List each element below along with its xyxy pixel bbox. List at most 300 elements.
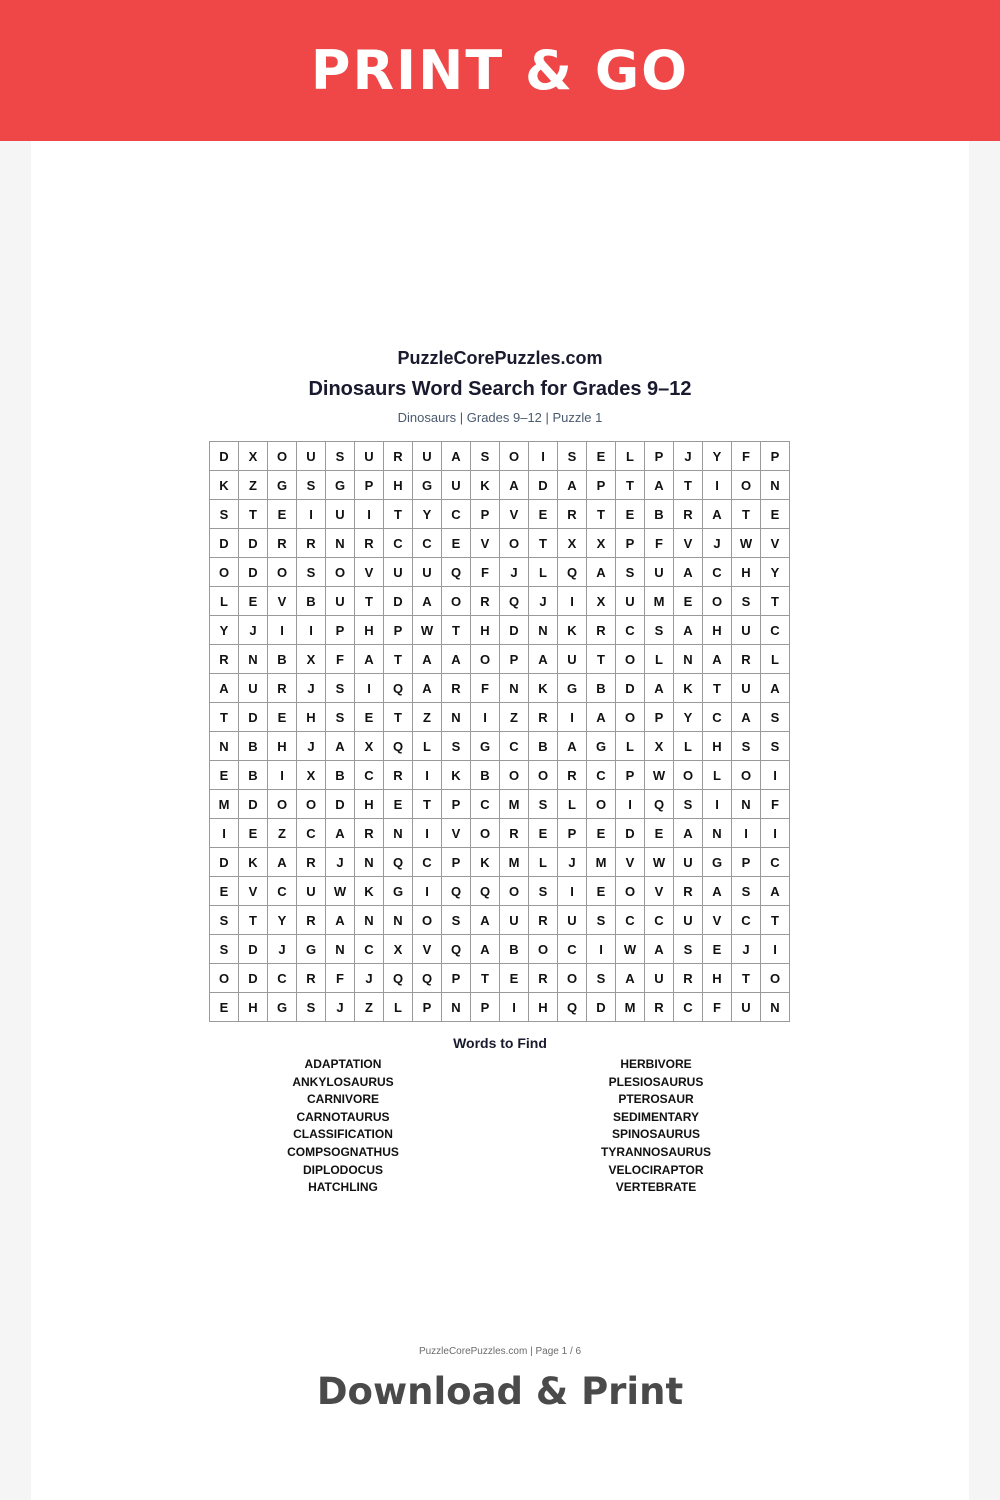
grid-cell: T (355, 587, 384, 616)
grid-cell: D (210, 529, 239, 558)
grid-cell: F (326, 964, 355, 993)
grid-cell: R (471, 587, 500, 616)
grid-cell: D (616, 674, 645, 703)
grid-cell: N (761, 993, 790, 1022)
grid-cell: S (674, 935, 703, 964)
grid-cell: A (471, 906, 500, 935)
grid-cell: P (471, 993, 500, 1022)
grid-cell: F (326, 645, 355, 674)
grid-cell: Y (761, 558, 790, 587)
grid-cell: S (587, 906, 616, 935)
grid-cell: S (471, 442, 500, 471)
grid-cell: S (442, 906, 471, 935)
word-item: SEDIMENTARY (612, 1109, 699, 1124)
grid-cell: S (210, 906, 239, 935)
grid-cell: E (210, 993, 239, 1022)
grid-cell: N (210, 732, 239, 761)
grid-cell: I (413, 819, 442, 848)
banner-title: PRINT & GO (310, 38, 690, 102)
grid-cell: I (761, 819, 790, 848)
grid-cell: L (384, 993, 413, 1022)
grid-cell: V (500, 500, 529, 529)
grid-cell: M (210, 790, 239, 819)
grid-cell: I (703, 790, 732, 819)
grid-cell: E (587, 877, 616, 906)
word-list-right (536, 1056, 776, 1197)
grid-cell: N (384, 906, 413, 935)
grid-cell: P (442, 790, 471, 819)
grid-cell: F (732, 442, 761, 471)
grid-cell: R (355, 819, 384, 848)
grid-cell: J (703, 529, 732, 558)
grid-cell: W (645, 848, 674, 877)
grid-cell: S (616, 558, 645, 587)
grid-cell: R (674, 964, 703, 993)
grid-cell: S (529, 790, 558, 819)
grid-cell: A (355, 645, 384, 674)
grid-cell: D (616, 819, 645, 848)
grid-cell: E (384, 790, 413, 819)
grid-cell: Z (500, 703, 529, 732)
grid-cell: B (587, 674, 616, 703)
grid-cell: A (500, 471, 529, 500)
grid-cell: C (674, 993, 703, 1022)
grid-cell: C (761, 616, 790, 645)
grid-cell: Q (442, 935, 471, 964)
grid-cell: K (239, 848, 268, 877)
grid-cell: O (500, 529, 529, 558)
grid-cell: S (761, 732, 790, 761)
grid-cell: O (761, 964, 790, 993)
grid-cell: N (239, 645, 268, 674)
grid-cell: E (355, 703, 384, 732)
download-print-label[interactable]: Download & Print (316, 1370, 684, 1413)
grid-cell: U (558, 645, 587, 674)
grid-cell: P (471, 500, 500, 529)
grid-cell: G (587, 732, 616, 761)
grid-cell: D (239, 964, 268, 993)
top-banner (0, 0, 1000, 141)
grid-cell: U (297, 442, 326, 471)
word-item: PLESIOSAURUS (608, 1074, 704, 1089)
grid-cell: Q (413, 964, 442, 993)
grid-cell: A (326, 906, 355, 935)
grid-cell: E (268, 500, 297, 529)
grid-cell: S (442, 732, 471, 761)
grid-cell: R (384, 761, 413, 790)
grid-cell: D (239, 703, 268, 732)
grid-cell: L (761, 645, 790, 674)
grid-cell: S (732, 877, 761, 906)
grid-cell: T (239, 500, 268, 529)
grid-cell: O (732, 471, 761, 500)
grid-cell: V (616, 848, 645, 877)
grid-cell: D (529, 471, 558, 500)
grid-cell: R (268, 529, 297, 558)
grid-cell: Z (355, 993, 384, 1022)
grid-cell: T (384, 645, 413, 674)
grid-cell: S (210, 935, 239, 964)
word-item: ADAPTATION (304, 1057, 382, 1071)
grid-cell: S (326, 442, 355, 471)
grid-cell: V (761, 529, 790, 558)
grid-cell: X (355, 732, 384, 761)
grid-cell: C (616, 906, 645, 935)
grid-cell: T (616, 471, 645, 500)
grid-cell: L (674, 732, 703, 761)
grid-cell: Z (239, 471, 268, 500)
grid-cell: A (326, 819, 355, 848)
grid-cell: I (558, 587, 587, 616)
grid-cell: O (529, 935, 558, 964)
word-item: HATCHLING (308, 1180, 378, 1195)
grid-cell: K (558, 616, 587, 645)
grid-cell: F (471, 674, 500, 703)
grid-cell: C (558, 935, 587, 964)
grid-cell: L (210, 587, 239, 616)
word-item: DIPLODOCUS (302, 1162, 383, 1177)
puzzle-subtitle: Dinosaurs | Grades 9–12 | Puzzle 1 (397, 410, 603, 425)
grid-cell: T (471, 964, 500, 993)
grid-cell: W (732, 529, 761, 558)
grid-cell: A (703, 645, 732, 674)
grid-cell: B (297, 587, 326, 616)
grid-cell: F (645, 529, 674, 558)
grid-cell: U (674, 906, 703, 935)
grid-cell: A (703, 500, 732, 529)
grid-cell: M (616, 993, 645, 1022)
grid-cell: P (558, 819, 587, 848)
grid-cell: E (239, 587, 268, 616)
grid-cell: Z (413, 703, 442, 732)
grid-cell: O (616, 645, 645, 674)
grid-cell: O (326, 558, 355, 587)
grid-cell: S (326, 703, 355, 732)
grid-cell: U (558, 906, 587, 935)
grid-cell: U (442, 471, 471, 500)
grid-cell: A (442, 645, 471, 674)
grid-cell: T (239, 906, 268, 935)
grid-cell: C (761, 848, 790, 877)
grid-cell: V (471, 529, 500, 558)
grid-cell: D (326, 790, 355, 819)
grid-cell: N (732, 790, 761, 819)
grid-cell: S (326, 674, 355, 703)
grid-cell: H (471, 616, 500, 645)
grid-cell: J (268, 935, 297, 964)
grid-cell: K (529, 674, 558, 703)
grid-cell: U (500, 906, 529, 935)
grid-cell: N (442, 993, 471, 1022)
grid-cell: S (558, 442, 587, 471)
grid-cell: L (558, 790, 587, 819)
grid-cell: A (645, 674, 674, 703)
grid-cell: P (587, 471, 616, 500)
grid-cell: T (529, 529, 558, 558)
grid-cell: Q (558, 993, 587, 1022)
grid-cell: Q (442, 558, 471, 587)
grid-cell: I (761, 935, 790, 964)
grid-cell: W (326, 877, 355, 906)
grid-cell: A (413, 587, 442, 616)
grid-cell: B (529, 732, 558, 761)
grid-cell: C (355, 761, 384, 790)
grid-cell: I (500, 993, 529, 1022)
grid-cell: I (413, 761, 442, 790)
grid-cell: X (239, 442, 268, 471)
grid-cell: T (384, 500, 413, 529)
grid-cell: L (616, 732, 645, 761)
grid-cell: D (239, 790, 268, 819)
grid-cell: M (587, 848, 616, 877)
site-name: PuzzleCorePuzzles.com (397, 348, 603, 368)
grid-cell: P (442, 964, 471, 993)
grid-cell: Y (210, 616, 239, 645)
grid-cell: S (674, 790, 703, 819)
grid-cell: Y (268, 906, 297, 935)
grid-cell: H (703, 616, 732, 645)
grid-cell: I (413, 877, 442, 906)
grid-cell: N (326, 935, 355, 964)
grid-cell: R (500, 819, 529, 848)
grid-cell: Q (471, 877, 500, 906)
grid-cell: H (355, 790, 384, 819)
grid-cell: C (384, 529, 413, 558)
grid-cell: S (732, 587, 761, 616)
grid-cell: H (355, 616, 384, 645)
word-list-left (223, 1056, 463, 1197)
grid-cell: E (500, 964, 529, 993)
grid-cell: R (674, 877, 703, 906)
grid-cell: I (355, 674, 384, 703)
grid-cell: U (732, 993, 761, 1022)
grid-cell: A (674, 558, 703, 587)
grid-cell: O (703, 587, 732, 616)
grid-cell: I (471, 703, 500, 732)
grid-cell: Y (413, 500, 442, 529)
grid-cell: O (732, 761, 761, 790)
grid-cell: Q (384, 848, 413, 877)
grid-cell: A (529, 645, 558, 674)
grid-cell: G (268, 993, 297, 1022)
grid-cell: N (703, 819, 732, 848)
grid-cell: A (761, 674, 790, 703)
grid-cell: C (268, 877, 297, 906)
grid-cell: O (500, 761, 529, 790)
grid-cell: F (471, 558, 500, 587)
grid-cell: G (326, 471, 355, 500)
page-footer: PuzzleCorePuzzles.com | Page 1 / 6 (418, 1346, 582, 1357)
grid-cell: E (210, 877, 239, 906)
grid-cell: N (326, 529, 355, 558)
grid-cell: H (239, 993, 268, 1022)
word-item: TYRANNOSAURUS (600, 1144, 711, 1159)
grid-cell: I (558, 877, 587, 906)
grid-cell: O (297, 790, 326, 819)
grid-cell: O (471, 819, 500, 848)
grid-cell: X (297, 645, 326, 674)
grid-cell: T (587, 500, 616, 529)
grid-cell: I (703, 471, 732, 500)
grid-cell: O (616, 877, 645, 906)
grid-cell: A (616, 964, 645, 993)
grid-cell: X (558, 529, 587, 558)
grid-cell: E (268, 703, 297, 732)
grid-cell: W (413, 616, 442, 645)
grid-cell: P (500, 645, 529, 674)
grid-cell: C (703, 558, 732, 587)
grid-cell: U (645, 558, 674, 587)
grid-cell: M (645, 587, 674, 616)
grid-cell: R (384, 442, 413, 471)
grid-cell: U (732, 616, 761, 645)
word-item: HERBIVORE (620, 1057, 692, 1071)
grid-cell: A (645, 935, 674, 964)
grid-cell: N (384, 819, 413, 848)
grid-cell: D (239, 558, 268, 587)
grid-cell: M (500, 848, 529, 877)
grid-cell: Y (674, 703, 703, 732)
grid-cell: A (413, 674, 442, 703)
grid-cell: I (268, 761, 297, 790)
grid-cell: U (239, 674, 268, 703)
grid-cell: N (529, 616, 558, 645)
grid-cell: I (732, 819, 761, 848)
grid-cell: J (326, 848, 355, 877)
grid-cell: H (384, 471, 413, 500)
grid-cell: P (645, 442, 674, 471)
grid-cell: I (297, 616, 326, 645)
grid-cell: H (703, 964, 732, 993)
grid-cell: I (210, 819, 239, 848)
grid-cell: E (529, 819, 558, 848)
grid-cell: S (761, 703, 790, 732)
grid-cell: N (355, 906, 384, 935)
word-item: COMPSOGNATHUS (287, 1144, 399, 1159)
grid-cell: D (239, 529, 268, 558)
grid-cell: O (268, 442, 297, 471)
grid-cell: J (529, 587, 558, 616)
grid-cell: O (268, 790, 297, 819)
grid-cell: B (326, 761, 355, 790)
grid-cell: C (645, 906, 674, 935)
grid-cell: B (268, 645, 297, 674)
grid-cell: K (442, 761, 471, 790)
grid-cell: J (297, 674, 326, 703)
grid-cell: G (268, 471, 297, 500)
grid-cell: N (761, 471, 790, 500)
grid-cell: A (645, 471, 674, 500)
grid-cell: C (413, 529, 442, 558)
grid-cell: C (616, 616, 645, 645)
grid-cell: J (558, 848, 587, 877)
grid-cell: P (616, 529, 645, 558)
grid-cell: E (587, 819, 616, 848)
grid-cell: T (413, 790, 442, 819)
grid-cell: E (587, 442, 616, 471)
grid-cell: T (587, 645, 616, 674)
word-item: CARNIVORE (306, 1092, 379, 1107)
grid-cell: K (355, 877, 384, 906)
grid-cell: W (616, 935, 645, 964)
grid-cell: S (732, 732, 761, 761)
grid-cell: G (384, 877, 413, 906)
grid-cell: R (558, 500, 587, 529)
grid-cell: D (587, 993, 616, 1022)
grid-cell: O (674, 761, 703, 790)
grid-cell: X (297, 761, 326, 790)
grid-cell: O (268, 558, 297, 587)
grid-cell: G (703, 848, 732, 877)
grid-cell: R (442, 674, 471, 703)
grid-cell: U (616, 587, 645, 616)
grid-cell: G (413, 471, 442, 500)
grid-cell: A (703, 877, 732, 906)
grid-cell: O (529, 761, 558, 790)
grid-cell: N (500, 674, 529, 703)
grid-cell: C (587, 761, 616, 790)
puzzle-title: Dinosaurs Word Search for Grades 9–12 (308, 378, 692, 400)
grid-cell: B (239, 761, 268, 790)
grid-cell: C (442, 500, 471, 529)
grid-cell: U (355, 442, 384, 471)
grid-cell: S (297, 471, 326, 500)
grid-cell: Q (384, 732, 413, 761)
grid-cell: D (500, 616, 529, 645)
grid-cell: U (384, 558, 413, 587)
grid-cell: E (703, 935, 732, 964)
grid-cell: J (674, 442, 703, 471)
grid-cell: C (703, 703, 732, 732)
grid-cell: R (297, 964, 326, 993)
grid-cell: R (297, 848, 326, 877)
grid-cell: Q (442, 877, 471, 906)
grid-cell: R (210, 645, 239, 674)
grid-cell: G (471, 732, 500, 761)
grid-cell: C (355, 935, 384, 964)
grid-cell: P (326, 616, 355, 645)
grid-cell: Q (384, 964, 413, 993)
grid-cell: C (268, 964, 297, 993)
grid-cell: V (239, 877, 268, 906)
grid-cell: S (645, 616, 674, 645)
grid-cell: K (210, 471, 239, 500)
word-item: SPINOSAURUS (611, 1127, 700, 1142)
grid-cell: U (297, 877, 326, 906)
grid-cell: R (674, 500, 703, 529)
grid-cell: R (297, 906, 326, 935)
grid-cell: P (761, 442, 790, 471)
grid-cell: R (529, 906, 558, 935)
grid-cell: E (645, 819, 674, 848)
grid-cell: D (384, 587, 413, 616)
grid-cell: I (297, 500, 326, 529)
grid-cell: L (529, 848, 558, 877)
grid-cell: P (732, 848, 761, 877)
grid-cell: T (703, 674, 732, 703)
grid-cell: T (732, 500, 761, 529)
grid-cell: K (471, 848, 500, 877)
grid-cell: C (297, 819, 326, 848)
grid-cell: P (355, 471, 384, 500)
grid-cell: Q (645, 790, 674, 819)
grid-cell: K (674, 674, 703, 703)
grid-cell: B (239, 732, 268, 761)
grid-cell: I (529, 442, 558, 471)
grid-cell: U (413, 558, 442, 587)
grid-cell: R (268, 674, 297, 703)
grid-cell: V (703, 906, 732, 935)
